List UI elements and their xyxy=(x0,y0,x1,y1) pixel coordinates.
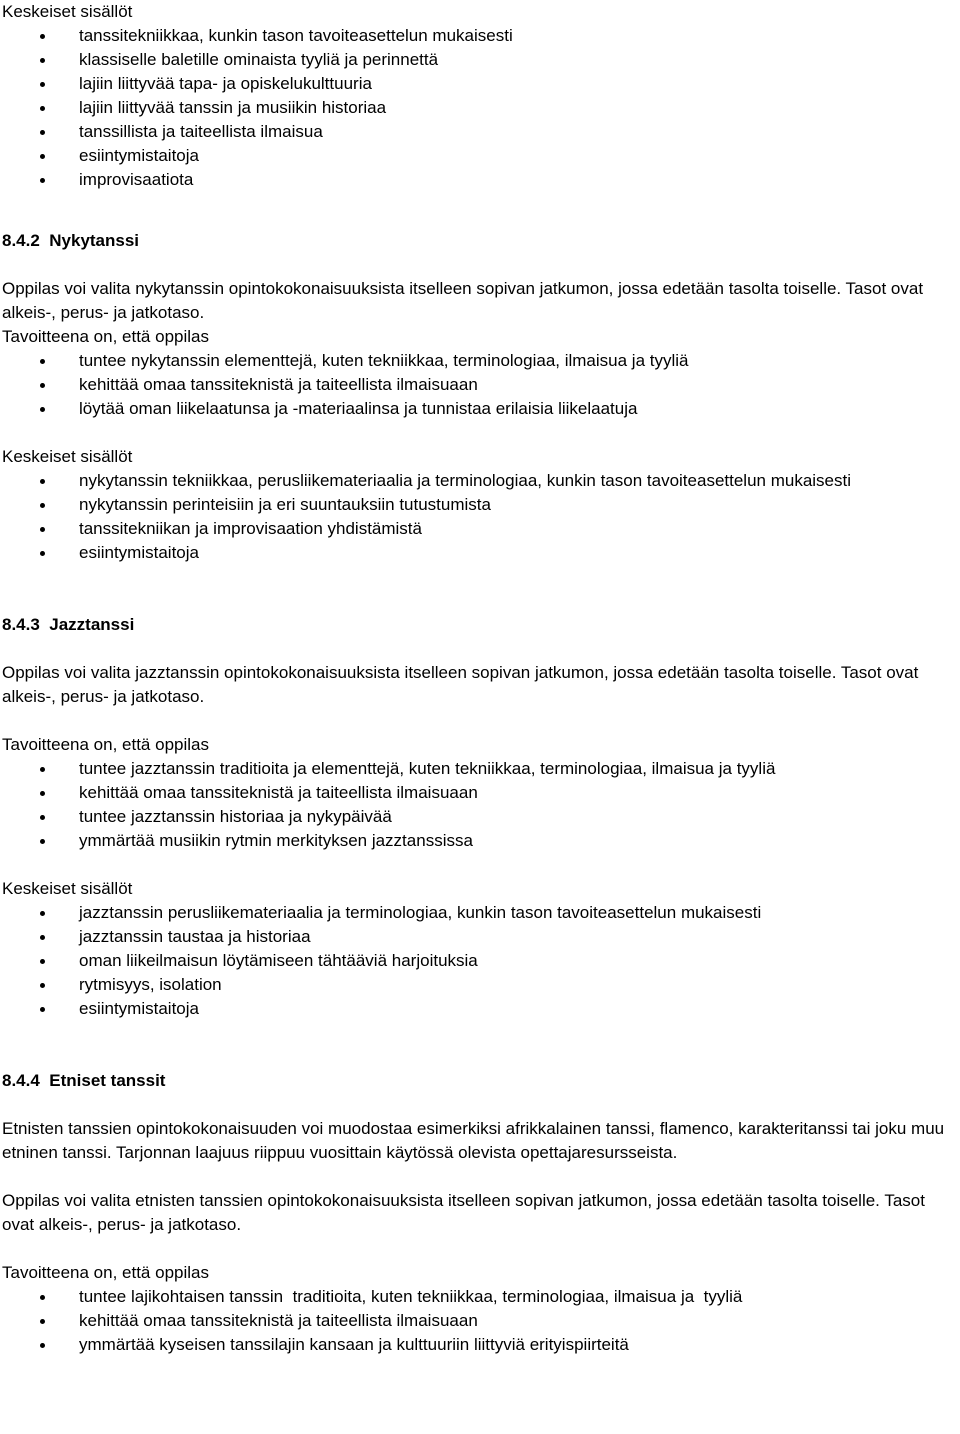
list-item: esiintymistaitoja xyxy=(2,541,958,565)
list-item: nykytanssin tekniikkaa, perusliikemateriaalia ja terminologiaa, kunkin tason tavoiteasettelun mukaisesti xyxy=(2,469,958,493)
content-list xyxy=(2,901,958,1021)
list-item: esiintymistaitoja xyxy=(2,997,958,1021)
section-intro: Oppilas voi valita nykytanssin opintokokonaisuuksista itselleen sopivan jatkumon, jossa edetään tasolta toiselle. Tasot ovat alkeis-, perus- ja jatkotaso. xyxy=(2,279,924,322)
goals-label: Tavoitteena on, että oppilas xyxy=(2,1263,209,1282)
list-item: lajiin liittyvää tanssin ja musiikin historiaa xyxy=(2,96,958,120)
section-intro: Etnisten tanssien opintokokonaisuuden voi muodostaa esimerkiksi afrikkalainen tanssi, flamenco, karakteritanssi tai joku muu etninen tanssi. Tarjonnan laajuus riippuu vuosittain käytössä olevista opettajaresursseista. xyxy=(2,1119,945,1162)
list-item: jazztanssin taustaa ja historiaa xyxy=(2,925,958,949)
goals-list xyxy=(2,349,958,421)
list-item: löytää oman liikelaatunsa ja -materiaalinsa ja tunnistaa erilaisia liikelaatuja xyxy=(2,397,958,421)
list-item: kehittää omaa tanssiteknistä ja taiteellista ilmaisuaan xyxy=(2,373,958,397)
goals-list xyxy=(2,757,958,853)
document-page xyxy=(2,0,958,1357)
goals-label: Tavoitteena on, että oppilas xyxy=(2,327,209,346)
content-list xyxy=(2,469,958,565)
list-item: ymmärtää kyseisen tanssilajin kansaan ja kulttuuriin liittyviä erityispiirteitä xyxy=(2,1333,958,1357)
content-label: Keskeiset sisällöt xyxy=(2,447,133,466)
list-item: tuntee nykytanssin elementtejä, kuten tekniikkaa, terminologiaa, ilmaisua ja tyyliä xyxy=(2,349,958,373)
list-item: tanssillista ja taiteellista ilmaisua xyxy=(2,120,958,144)
list-item: kehittää omaa tanssiteknistä ja taiteellista ilmaisuaan xyxy=(2,1309,958,1333)
content-label: Keskeiset sisällöt xyxy=(2,879,133,898)
list-item: tanssitekniikkaa, kunkin tason tavoiteasettelun mukaisesti xyxy=(2,24,958,48)
section-heading-nykytanssi: 8.4.2 Nykytanssi xyxy=(2,231,140,250)
list-item: oman liikeilmaisun löytämiseen tähtääviä harjoituksia xyxy=(2,949,958,973)
list-item: tanssitekniikan ja improvisaation yhdistämistä xyxy=(2,517,958,541)
list-item: jazztanssin perusliikemateriaalia ja terminologiaa, kunkin tason tavoiteasettelun mukaisesti xyxy=(2,901,958,925)
list-item: esiintymistaitoja xyxy=(2,144,958,168)
section-heading-jazztanssi: 8.4.3 Jazztanssi xyxy=(2,615,135,634)
list-item: rytmisyys, isolation xyxy=(2,973,958,997)
content-label: Keskeiset sisällöt xyxy=(2,2,133,21)
list-item: klassiselle baletille ominaista tyyliä ja perinnettä xyxy=(2,48,958,72)
list-item: nykytanssin perinteisiin ja eri suuntauksiin tutustumista xyxy=(2,493,958,517)
section-heading-etniset-tanssit: 8.4.4 Etniset tanssit xyxy=(2,1071,166,1090)
list-item: tuntee jazztanssin historiaa ja nykypäivää xyxy=(2,805,958,829)
goals-list xyxy=(2,1285,958,1357)
list-item: kehittää omaa tanssiteknistä ja taiteellista ilmaisuaan xyxy=(2,781,958,805)
list-item: lajiin liittyvää tapa- ja opiskelukulttuuria xyxy=(2,72,958,96)
section-intro: Oppilas voi valita etnisten tanssien opintokokonaisuuksista itselleen sopivan jatkumon, jossa edetään tasolta toiselle. Tasot ovat alkeis-, perus- ja jatkotaso. xyxy=(2,1191,925,1234)
list-item: improvisaatiota xyxy=(2,168,958,192)
section-intro: Oppilas voi valita jazztanssin opintokokonaisuuksista itselleen sopivan jatkumon, jossa edetään tasolta toiselle. Tasot ovat alkeis-, perus- ja jatkotaso. xyxy=(2,663,919,706)
list-item: ymmärtää musiikin rytmin merkityksen jazztanssissa xyxy=(2,829,958,853)
goals-label: Tavoitteena on, että oppilas xyxy=(2,735,209,754)
content-list xyxy=(2,24,958,192)
list-item: tuntee lajikohtaisen tanssin traditioita, kuten tekniikkaa, terminologiaa, ilmaisua ja tyyliä xyxy=(2,1285,958,1309)
list-item: tuntee jazztanssin traditioita ja elementtejä, kuten tekniikkaa, terminologiaa, ilmaisua ja tyyliä xyxy=(2,757,958,781)
